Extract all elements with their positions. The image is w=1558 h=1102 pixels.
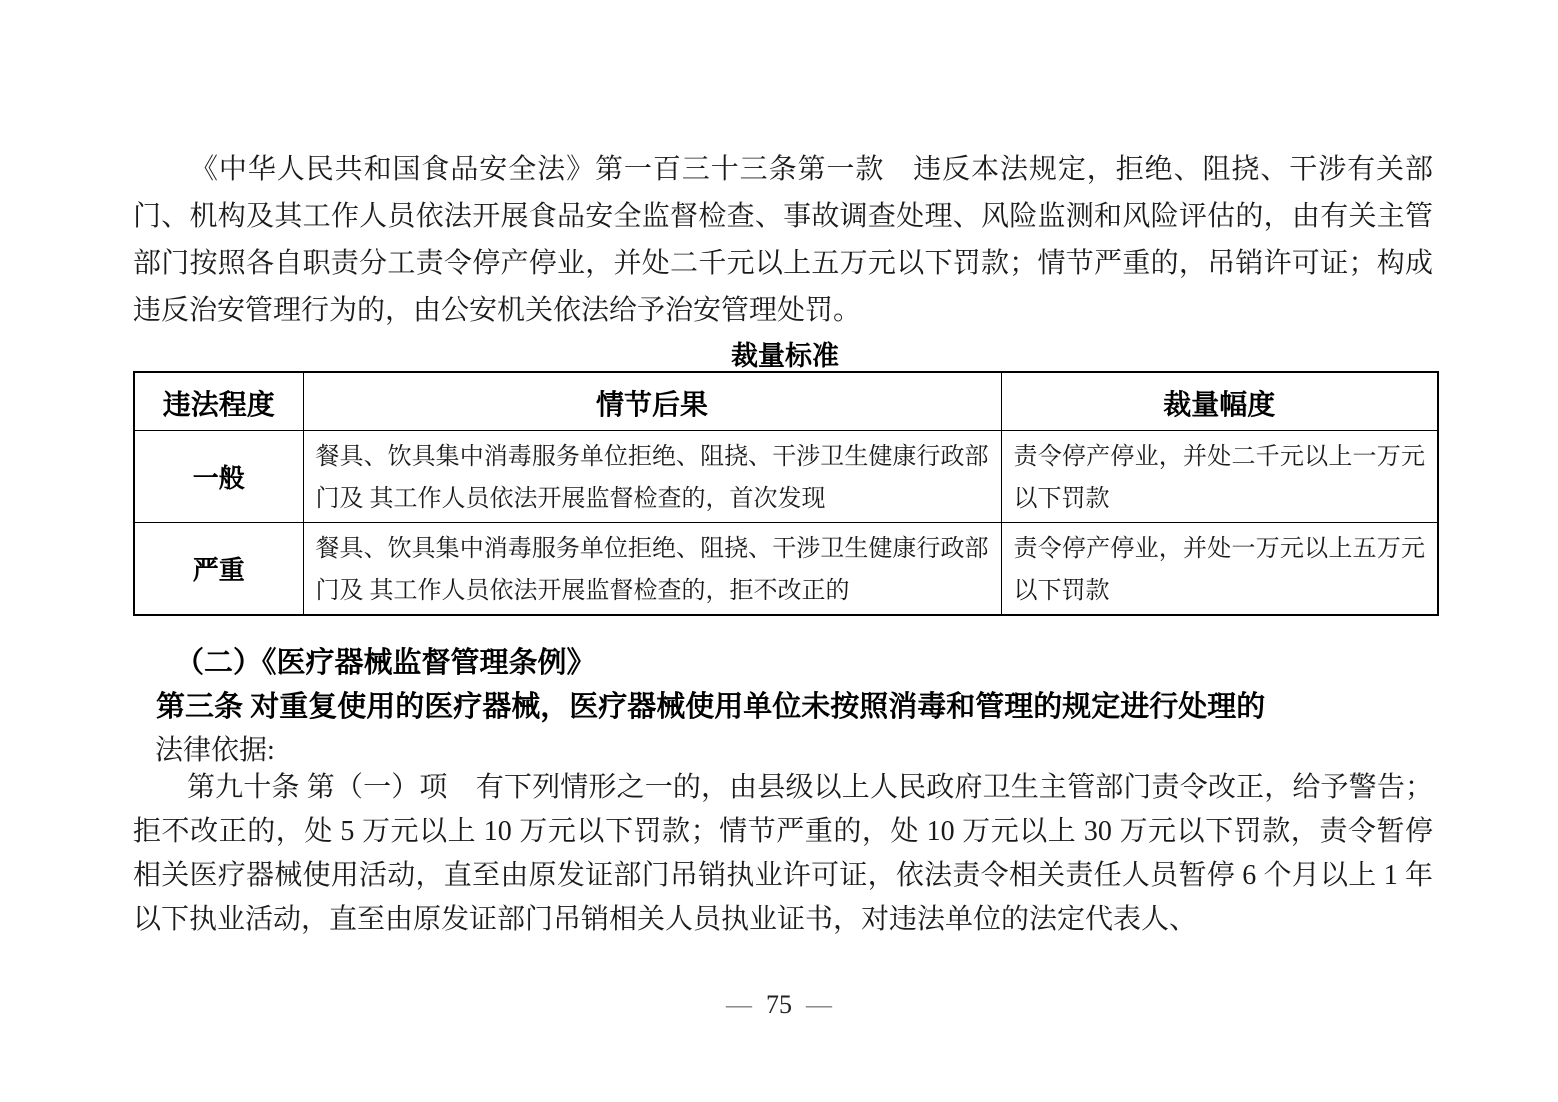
degree-cell-severe: 严重 — [134, 522, 303, 615]
page-footer — [0, 990, 1558, 1020]
circumstance-cell-severe: 餐具、饮具集中消毒服务单位拒绝、阻挠、干涉卫生健康行政部门及 其工作人员依法开展监督检查的，拒不改正的 — [303, 522, 1001, 615]
penalty-standard-table-wrapper — [133, 371, 1439, 616]
article-heading: 第三条 对重复使用的医疗器械，医疗器械使用单位未按照消毒和管理的规定进行处理的 — [156, 691, 1266, 723]
table-row — [134, 522, 1438, 615]
footer-dash-left: — — [726, 990, 752, 1019]
table-title: 裁量标准 — [731, 341, 839, 371]
section-heading: （二）《医疗器械监督管理条例》 — [175, 647, 596, 679]
legal-basis-paragraph: 第九十条 第（一）项 有下列情形之一的，由县级以上人民政府卫生主管部门责令改正，给予警告；拒不改正的，处 5 万元以上 10 万元以下罚款；情节严重的，处 10 万元以上 30 万元以下罚款，责令暂停相关医疗器械使用活动，直至由原发证部门吊销执业许可证，依法责令相关责任人员暂停 6 个月以上 1 年以下执业活动，直至由原发证部门吊销相关人员执业证书，对违法单位的法定代表人、 — [133, 772, 1433, 935]
table-row — [134, 430, 1438, 522]
circumstance-cell-general: 餐具、饮具集中消毒服务单位拒绝、阻挠、干涉卫生健康行政部门及 其工作人员依法开展监督检查的，首次发现 — [303, 430, 1001, 522]
table-header-row — [134, 372, 1438, 430]
range-cell-general: 责令停产停业，并处二千元以上一万元以下罚款 — [1001, 430, 1438, 522]
footer-dash-right: — — [806, 990, 832, 1019]
range-cell-severe: 责令停产停业，并处一万元以上五万元以下罚款 — [1001, 522, 1438, 615]
legal-basis-label: 法律依据: — [155, 735, 275, 766]
degree-cell-general: 一般 — [134, 430, 303, 522]
page-number: 75 — [766, 990, 792, 1019]
header-penalty-range: 裁量幅度 — [1001, 372, 1438, 430]
header-circumstance-consequence: 情节后果 — [303, 372, 1001, 430]
legal-article-paragraph: 《中华人民共和国食品安全法》第一百三十三条第一款 违反本法规定，拒绝、阻挠、干涉有关部门、机构及其工作人员依法开展食品安全监督检查、事故调查处理、风险监测和风险评估的，由有关主管部门按照各自职责分工责令停产停业，并处二千元以上五万元以下罚款；情节严重的，吊销许可证；构成违反治安管理行为的，由公安机关依法给予治安管理处罚。 — [133, 154, 1433, 326]
penalty-standard-table — [133, 371, 1439, 616]
header-violation-degree: 违法程度 — [134, 372, 303, 430]
